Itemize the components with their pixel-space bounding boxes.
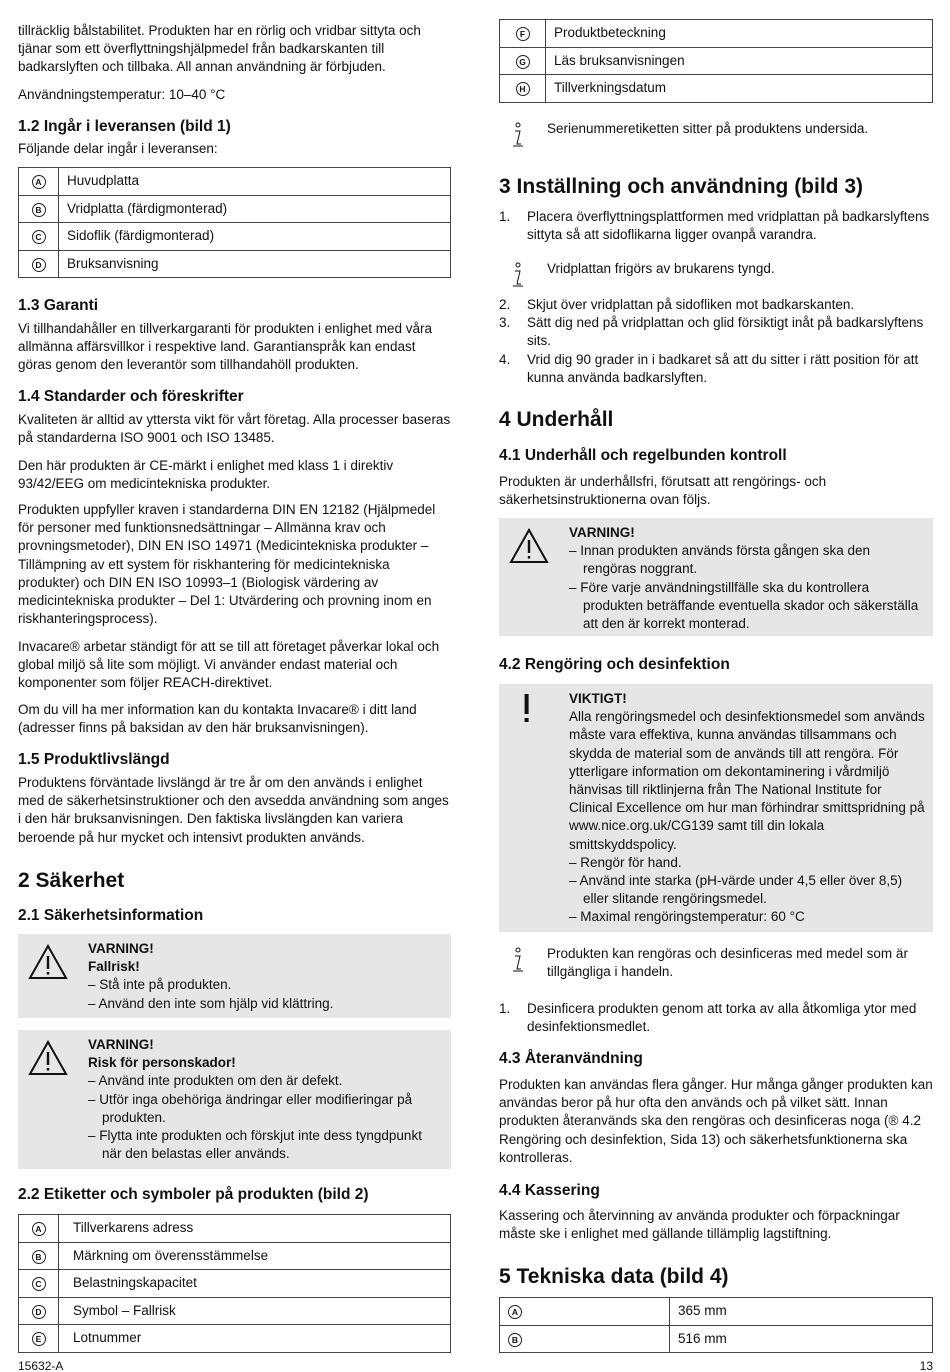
section-4-2-title: 4.2 Rengöring och desinfektion: [499, 656, 730, 673]
standards-paragraph-2: Den här produkten är CE-märkt i enlighet med klass 1 i direktiv 93/42/EEG om medicintekniska produkter.: [18, 458, 394, 492]
important-body: Alla rengöringsmedel och desinfektionsmedel som används måste vara effektiva, kunna användas tillsammans och skydda de material som de används till att rengöra. För ytterligare information om dekontaminering i vårdmiljö hänvisas till riktlinjerna från The National Institute for Clinical Excellence om hur man förhindrar smittspridning på www.nice.org.uk/CG139 samt till din lokala smittskyddspolicy.: [569, 709, 925, 852]
standards-paragraph-3: Produkten uppfyller kraven i standarderna DIN EN 12182 (Hjälpmedel för personer med funktionsnedsättningar – Allmänna krav och provningsmetoder), DIN EN ISO 14971 (Medicintekniska produkter – Tillämpning av ett system för riskhantering för medicintekniska produkter) och DIN EN ISO 10993–1 (Biologisk värdering av medicintekniska produkter – Del 1: Utvärdering och provning inom en riskhanteringsprocess).: [18, 502, 436, 627]
table-cell: Bruksanvisning: [59, 250, 451, 278]
table-cell: Produktbeteckning: [546, 20, 933, 48]
step-number: 4.: [499, 351, 511, 367]
table-row: [500, 20, 933, 48]
steps-list-c: [499, 1000, 933, 1036]
step-number: 1.: [499, 209, 511, 224]
warning-item: – Flytta inte produkten och förskjut inte dess tyngdpunkt när den belastas eller används.: [88, 1128, 422, 1162]
warning-triangle-icon: [509, 528, 549, 564]
step-number: 2.: [499, 297, 511, 312]
table-cell: 516 mm: [670, 1325, 933, 1353]
table-cell: Tillverkningsdatum: [546, 75, 933, 103]
lifetime-paragraph: Produktens förväntade livslängd är tre år om den används i enlighet med de säkerhetsinstruktioner och den avsedda användning som anges i den här bruksanvisningen. Den faktiska livslängden kan variera beroende på hur mycket och intensivt produkten används.: [18, 775, 449, 845]
letter-badge: A: [508, 1305, 522, 1319]
warning-triangle-icon: [28, 944, 68, 980]
section-1-4-title: 1.4 Standarder och föreskrifter: [18, 388, 244, 405]
section-1-2-lead: Följande delar ingår i leveransen:: [18, 141, 218, 156]
section-2-title: 2 Säkerhet: [18, 869, 125, 892]
letter-badge: B: [32, 203, 46, 217]
table-row: [19, 1297, 451, 1325]
letter-badge: A: [32, 1222, 46, 1236]
table-row: [19, 1215, 451, 1243]
warning-heading: VARNING!: [569, 525, 635, 540]
table-row: [19, 223, 451, 251]
table-row: [500, 1298, 933, 1326]
table-row: [19, 1242, 451, 1270]
list-item: [499, 296, 933, 314]
section-2-2-title: 2.2 Etiketter och symboler på produkten (bild 2): [18, 1186, 369, 1203]
info-icon: [507, 262, 527, 288]
standards-paragraph-1: Kvaliteten är alltid av yttersta vikt för vårt företag. Alla processer baseras på standarderna ISO 9001 och ISO 13485.: [18, 412, 451, 446]
info-note: [499, 120, 933, 138]
step-text: Vrid dig 90 grader in i badkaret så att du sitter i rätt position för att kunna använda badkarslyften.: [527, 351, 919, 385]
exclamation-icon: [507, 692, 547, 728]
warranty-paragraph: Vi tillhandahåller en tillverkargaranti för produkten i enlighet med våra allmänna affärsvillkor i respektive land. Garantianspråk kan endast göras genom den leverantör som tillhandahöll produkten.: [18, 321, 432, 373]
list-item: [499, 314, 933, 350]
labels-table: [18, 1214, 451, 1353]
section-4-4-title: 4.4 Kassering: [499, 1182, 600, 1199]
table-cell: Vridplatta (färdigmonterad): [59, 195, 451, 223]
steps-list-a: [499, 208, 933, 244]
table-row: [500, 47, 933, 75]
table-row: [19, 1325, 451, 1353]
table-cell: Lotnummer: [59, 1325, 451, 1353]
warning-item: – Utför inga obehöriga ändringar eller modifieringar på produkten.: [88, 1091, 413, 1125]
info-note-text: Serienummeretiketten sitter på produktens undersida.: [547, 121, 869, 136]
step-number: 1.: [499, 1001, 511, 1016]
table-row: [19, 195, 451, 223]
warning-heading: VARNING!: [88, 941, 154, 956]
reuse-paragraph: Produkten kan användas flera gånger. Hur många gånger produkten kan användas beror på hur ofta den används och på vilket sätt. Innan produkten återanvänds ska den rengöras och desinficeras noga (® 4.2 Rengöring och desinfektion, Sida 13) och säkerhetsfunktionerna ska kontrolleras.: [499, 1077, 933, 1165]
section-1-5-title: 1.5 Produktlivslängd: [18, 751, 170, 768]
table-row: [500, 75, 933, 103]
standards-paragraph-4: Invacare® arbetar ständigt för att se till att företaget påverkar lokal och global miljö så lite som möjligt. Vi använder endast material och komponenter som följer REACH-direktivet.: [18, 639, 440, 691]
info-note: [499, 260, 933, 278]
warning-box-injury: [18, 1030, 451, 1169]
warning-triangle-icon: [28, 1040, 68, 1076]
warning-box-fall: [18, 934, 451, 1018]
step-text: Placera överflyttningsplattformen med vridplattan på badkarslyftens sittyta så att sidoflikarna ligger ovanpå varandra.: [527, 209, 930, 243]
standards-paragraph-5: Om du vill ha mer information kan du kontakta Invacare® i ditt land (adresser finns på baksidan av den här bruksanvisningen).: [18, 702, 417, 736]
warning-item: – Använd den inte som hjälp vid klättring.: [88, 995, 334, 1011]
list-item: [499, 208, 933, 244]
section-3-title: 3 Inställning och användning (bild 3): [499, 175, 864, 198]
table-cell: Märkning om överensstämmelse: [59, 1242, 451, 1270]
page-number: 13: [919, 1359, 933, 1372]
document-code: 15632-A: [18, 1359, 64, 1372]
info-note-text: Vridplattan frigörs av brukarens tyngd.: [547, 261, 775, 276]
warning-item: – Innan produkten används första gången ska den rengöras noggrant.: [569, 543, 870, 577]
table-row: [19, 250, 451, 278]
letter-badge: B: [32, 1250, 46, 1264]
table-cell: Sidoflik (färdigmonterad): [59, 223, 451, 251]
tech-data-table: [499, 1297, 933, 1353]
table-cell: Huvudplatta: [59, 168, 451, 196]
warning-subheading: Risk för personskador!: [88, 1055, 236, 1071]
warning-heading: VARNING!: [88, 1037, 154, 1052]
temperature-text: Användningstemperatur: 10–40 °C: [18, 87, 226, 102]
table-cell: Läs bruksanvisningen: [546, 47, 933, 75]
important-item: – Rengör för hand.: [569, 854, 682, 870]
delivery-table: [18, 167, 451, 278]
step-number: 3.: [499, 315, 511, 331]
steps-list-b: [499, 296, 933, 387]
warning-box-cleaning: [499, 518, 933, 636]
letter-badge: D: [32, 1305, 46, 1319]
important-box: [499, 684, 933, 932]
table-cell: Tillverkarens adress: [59, 1215, 451, 1243]
warning-subheading: Fallrisk!: [88, 959, 140, 975]
letter-badge: E: [32, 1332, 46, 1346]
letter-badge: G: [516, 55, 530, 69]
letter-badge: F: [516, 27, 530, 41]
step-text: Sätt dig ned på vridplattan och glid försiktigt inåt på badkarslyftens sits.: [527, 315, 924, 349]
table-row: [19, 1270, 451, 1298]
section-2-1-title: 2.1 Säkerhetsinformation: [18, 907, 204, 924]
step-text: Desinficera produkten genom att torka av alla åtkomliga ytor med desinfektionsmedlet.: [527, 1001, 917, 1035]
info-note: [499, 945, 933, 981]
warning-item: – Stå inte på produkten.: [88, 977, 232, 993]
section-4-title: 4 Underhåll: [499, 408, 614, 431]
important-heading: VIKTIGT!: [569, 691, 627, 706]
warning-item: – Använd inte produkten om den är defekt.: [88, 1073, 343, 1089]
section-1-3-title: 1.3 Garanti: [18, 297, 99, 314]
letter-badge: C: [32, 230, 46, 244]
important-item: – Maximal rengöringstemperatur: 60 °C: [569, 909, 805, 925]
step-text: Skjut över vridplattan på sidofliken mot badkarskanten.: [527, 297, 855, 312]
section-1-2-title: 1.2 Ingår i leveransen (bild 1): [18, 118, 231, 135]
letter-badge: C: [32, 1277, 46, 1291]
section-5-title: 5 Tekniska data (bild 4): [499, 1265, 729, 1288]
important-item: – Använd inte starka (pH-värde under 4,5 eller över 8,5) eller slitande rengöringsmedel.: [569, 873, 903, 907]
disposal-paragraph: Kassering och återvinning av använda produkter och förpackningar måste ske i enlighet med gällande tillämplig lagstiftning.: [499, 1208, 900, 1242]
letter-badge: A: [32, 175, 46, 189]
info-note-text: Produkten kan rengöras och desinficeras med medel som är tillgängliga i handeln.: [547, 946, 908, 980]
info-icon: [507, 122, 527, 148]
table-cell: Belastningskapacitet: [59, 1270, 451, 1298]
intro-paragraph: tillräcklig bålstabilitet. Produkten har en rörlig och vridbar sittyta och tjänar som ett överflyttningshjälpmedel från badkarskanten till badkarslyften och tillbaka. All annan användning är förbjuden.: [18, 23, 421, 75]
letter-badge: H: [516, 82, 530, 96]
list-item: [499, 351, 933, 387]
warning-item: – Före varje användningstillfälle ska du kontrollera produkten beträffande eventuella skador och säkerställa att den är korrekt monterad.: [569, 579, 919, 632]
letter-badge: B: [508, 1333, 522, 1347]
table-row: [500, 1325, 933, 1353]
table-cell: 365 mm: [670, 1298, 933, 1326]
section-4-1-title: 4.1 Underhåll och regelbunden kontroll: [499, 447, 787, 464]
letter-badge: D: [32, 258, 46, 272]
info-icon: [507, 947, 527, 973]
list-item: [499, 1000, 933, 1036]
maintenance-paragraph: Produkten är underhållsfri, förutsatt att rengörings- och säkerhetsinstruktionerna ovan följs.: [499, 474, 827, 508]
table-row: [19, 168, 451, 196]
section-4-3-title: 4.3 Återanvändning: [499, 1050, 643, 1067]
table-cell: Symbol – Fallrisk: [59, 1297, 451, 1325]
labels-table-continued: [499, 19, 933, 103]
